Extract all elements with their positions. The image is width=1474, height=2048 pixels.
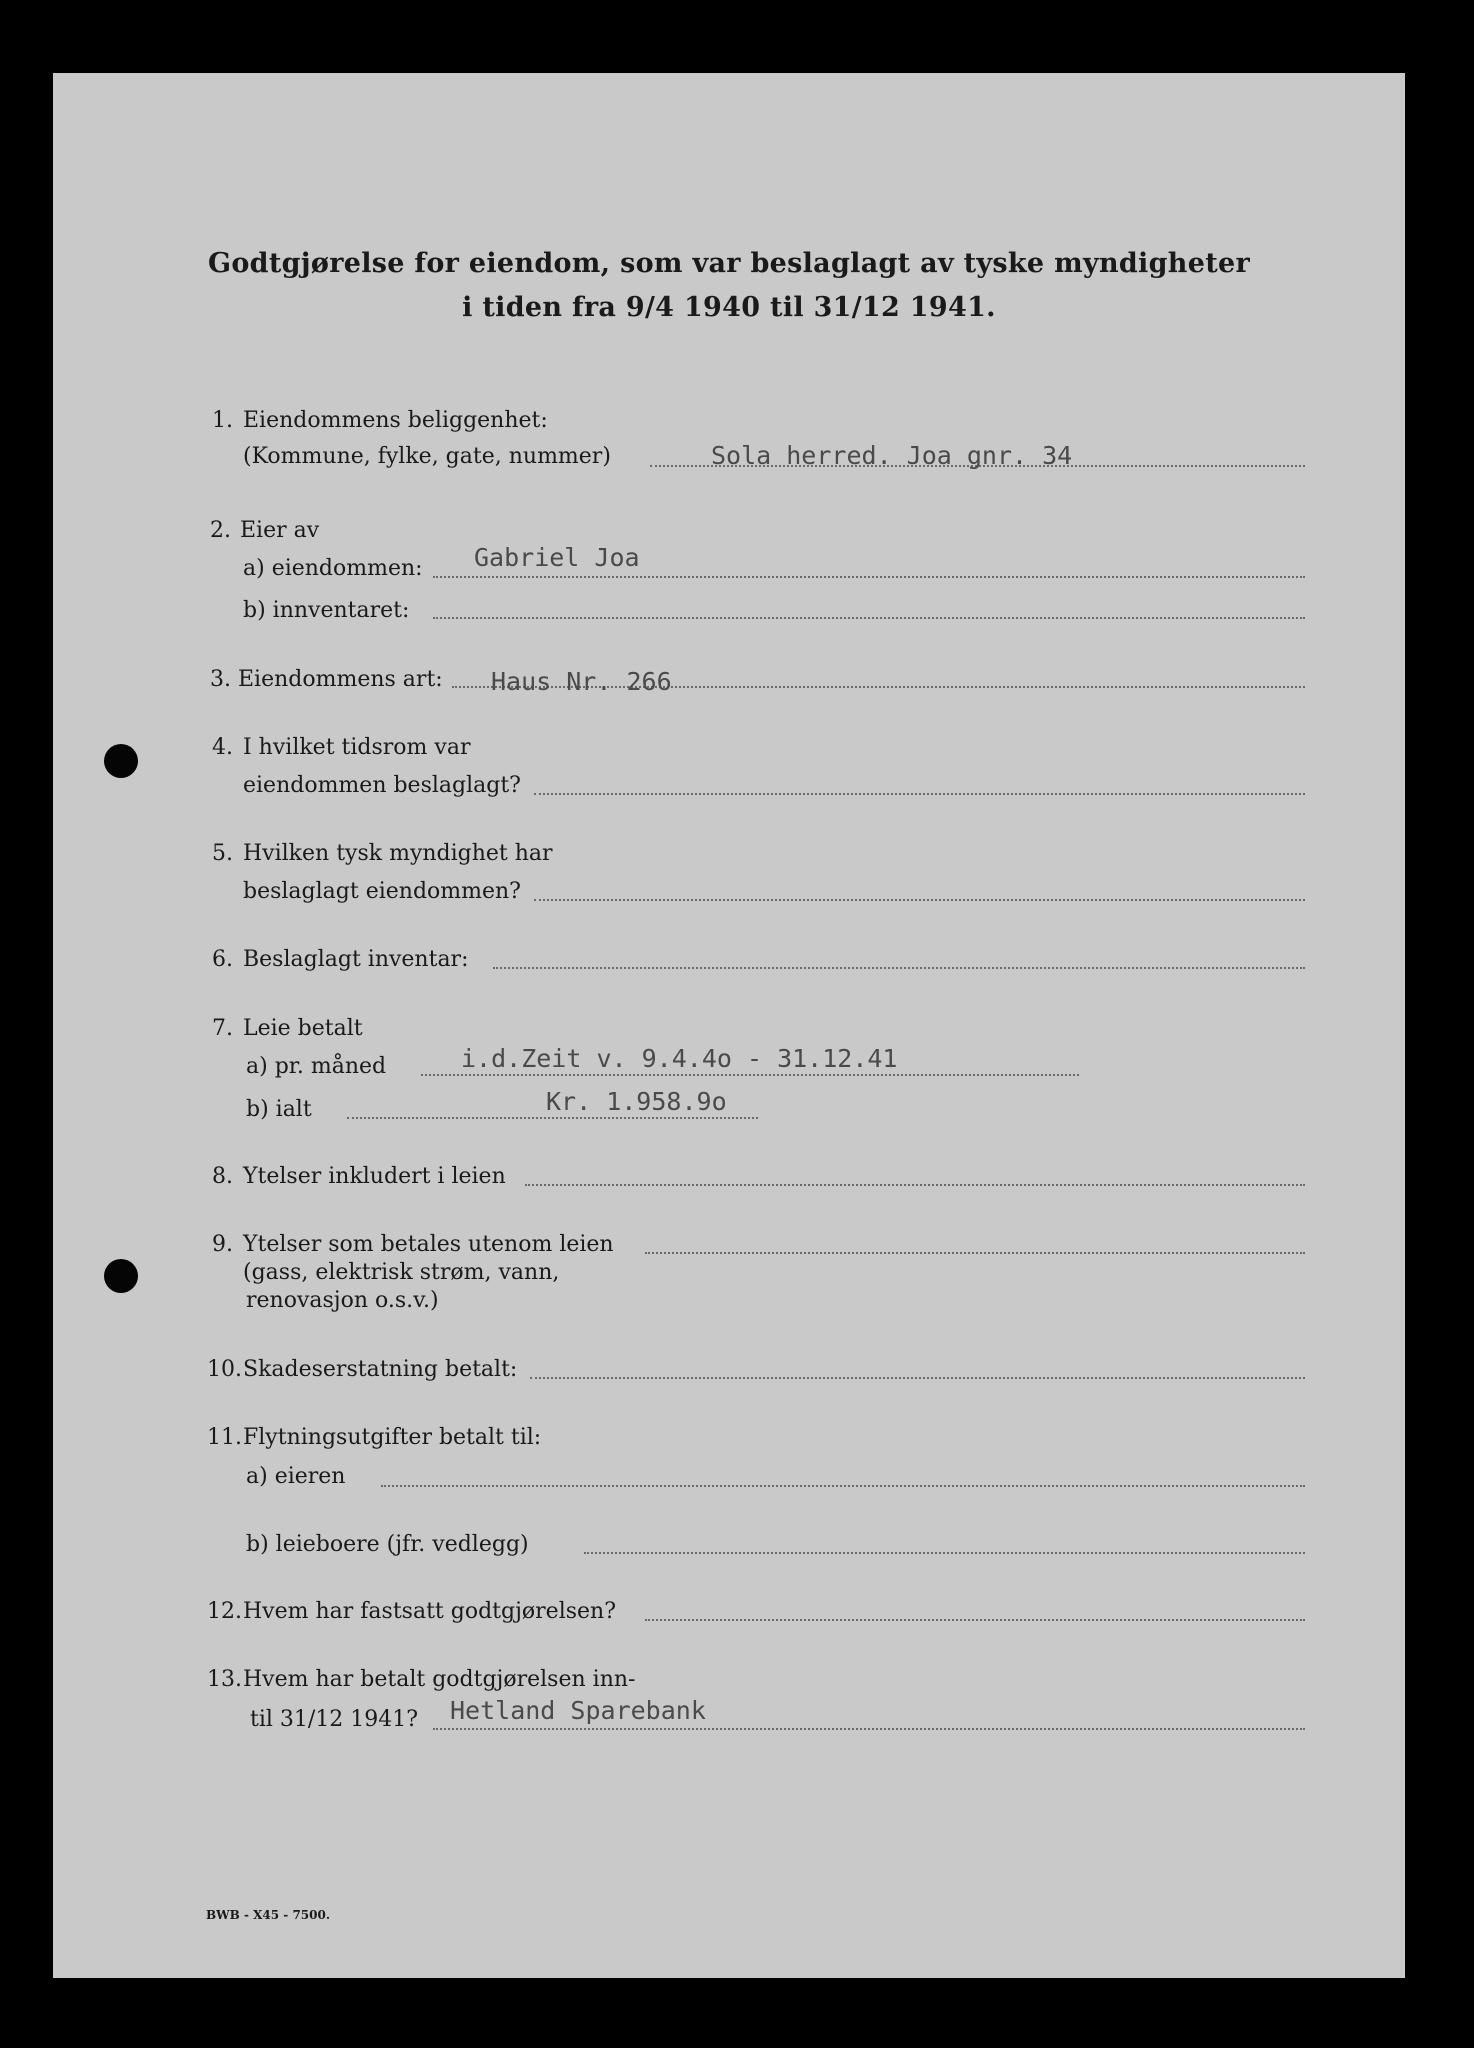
form-title-line-2: i tiden fra 9/4 1940 til 31/12 1941. xyxy=(462,292,996,323)
item-9-label: Ytelser som betales utenom leien xyxy=(243,1232,614,1257)
item-11-number: 11. xyxy=(207,1425,242,1450)
item-13-answer: Hetland Sparebank xyxy=(450,1696,706,1725)
item-3-number: 3. xyxy=(210,667,231,692)
item-11-label: Flytningsutgifter betalt til: xyxy=(243,1425,542,1450)
item-9-sublabel-1: (gass, elektrisk strøm, vann, xyxy=(243,1260,560,1285)
item-4-label: I hvilket tidsrom var xyxy=(243,735,471,760)
item-5-sublabel: beslaglagt eiendommen? xyxy=(243,879,521,904)
form-title-line-1: Godtgjørelse for eiendom, som var beslaglagt av tyske myndigheter xyxy=(208,248,1250,279)
item-3-answer: Haus Nr. 266 xyxy=(491,667,672,696)
item-4-number: 4. xyxy=(212,735,233,760)
item-5-label: Hvilken tysk myndighet har xyxy=(243,841,553,866)
item-12-label: Hvem har fastsatt godtgjørelsen? xyxy=(243,1599,617,1624)
form-title xyxy=(53,242,1405,330)
item-13-answer-line xyxy=(433,1728,1305,1730)
item-7a-answer: i.d.Zeit v. 9.4.4o - 31.12.41 xyxy=(461,1044,898,1073)
item-8-label: Ytelser inkludert i leien xyxy=(243,1164,506,1189)
item-11b-answer-line xyxy=(584,1552,1305,1554)
item-2a-answer: Gabriel Joa xyxy=(474,543,640,572)
item-7-number: 7. xyxy=(212,1016,233,1041)
item-2a-label: a) eiendommen: xyxy=(243,556,423,581)
item-5-number: 5. xyxy=(212,841,233,866)
item-7b-answer-line xyxy=(347,1117,758,1119)
form-print-code: BWB - X45 - 7500. xyxy=(206,1908,331,1922)
form-page xyxy=(53,73,1405,1978)
item-2b-answer-line xyxy=(433,617,1305,619)
item-7-label: Leie betalt xyxy=(243,1016,363,1041)
item-9-number: 9. xyxy=(212,1232,233,1257)
item-1-answer: Sola herred. Joa gnr. 34 xyxy=(711,441,1073,470)
item-5-answer-line xyxy=(534,899,1305,901)
item-11a-label: a) eieren xyxy=(246,1464,346,1489)
item-4-answer-line xyxy=(534,793,1305,795)
item-1-number: 1. xyxy=(212,408,233,433)
item-2a-answer-line xyxy=(433,576,1305,578)
item-6-number: 6. xyxy=(212,947,233,972)
item-7a-label: a) pr. måned xyxy=(246,1054,387,1079)
item-2b-label: b) innventaret: xyxy=(243,598,410,623)
item-8-number: 8. xyxy=(212,1164,233,1189)
item-6-answer-line xyxy=(493,967,1305,969)
item-2-label: Eier av xyxy=(240,518,320,543)
item-11a-answer-line xyxy=(381,1485,1305,1487)
item-2-number: 2. xyxy=(210,518,231,543)
item-9-answer-line xyxy=(645,1252,1305,1254)
item-1-sublabel: (Kommune, fylke, gate, nummer) xyxy=(243,444,611,469)
item-6-label: Beslaglagt inventar: xyxy=(243,947,469,972)
item-13-sublabel: til 31/12 1941? xyxy=(250,1707,419,1732)
item-4-sublabel: eiendommen beslaglagt? xyxy=(243,773,521,798)
item-12-number: 12. xyxy=(207,1599,242,1624)
item-10-label: Skadeserstatning betalt: xyxy=(243,1357,518,1382)
item-12-answer-line xyxy=(645,1619,1305,1621)
item-8-answer-line xyxy=(525,1184,1305,1186)
item-10-number: 10. xyxy=(207,1357,242,1382)
item-3-label: Eiendommens art: xyxy=(238,667,443,692)
punch-hole xyxy=(104,744,138,778)
item-7b-answer: Kr. 1.958.9o xyxy=(546,1087,727,1116)
item-10-answer-line xyxy=(530,1377,1305,1379)
item-9-sublabel-2: renovasjon o.s.v.) xyxy=(246,1288,439,1313)
item-11b-label: b) leieboere (jfr. vedlegg) xyxy=(246,1532,529,1557)
item-7b-label: b) ialt xyxy=(246,1097,312,1122)
item-13-label: Hvem har betalt godtgjørelsen inn- xyxy=(243,1667,636,1692)
item-7a-answer-line xyxy=(421,1074,1079,1076)
item-13-number: 13. xyxy=(207,1667,242,1692)
punch-hole xyxy=(104,1259,138,1293)
item-1-label: Eiendommens beliggenhet: xyxy=(243,408,548,433)
